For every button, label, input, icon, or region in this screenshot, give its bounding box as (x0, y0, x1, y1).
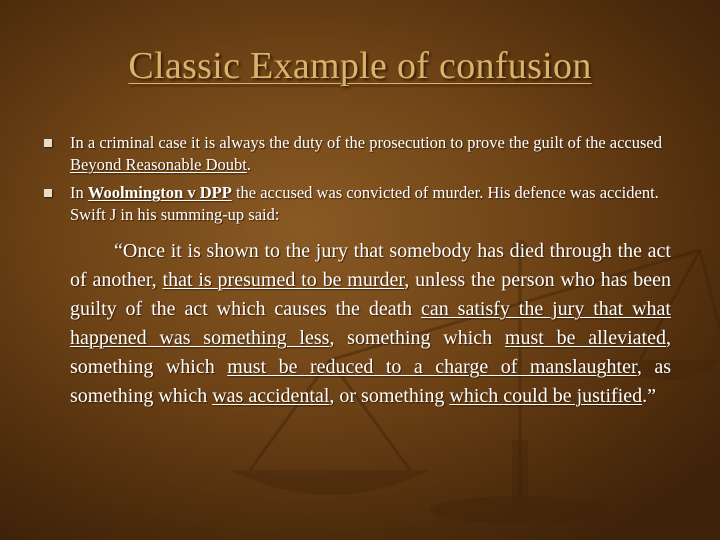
bullet-item (44, 132, 674, 176)
beyond-reasonable-doubt: Beyond Reasonable Doubt (70, 155, 247, 174)
slide-title: Classic Example of confusion (128, 45, 592, 87)
summing-up-quote (70, 237, 671, 411)
quote-text: , something which (329, 327, 505, 349)
case-name: Woolmington v DPP (87, 183, 232, 202)
quote-underlined: must be alleviated (504, 327, 666, 349)
bullet-list (44, 132, 674, 232)
bullet-item (44, 182, 674, 226)
quote-text: , or something (329, 385, 450, 407)
bullet-text-woolmington (70, 183, 659, 224)
quote-text: , something which (70, 327, 671, 378)
quote-text: , as something which (70, 356, 671, 407)
square-bullet-icon (44, 189, 52, 197)
quote-text: .” (642, 385, 657, 407)
bullet-text: . (246, 155, 252, 174)
quote-underlined: can satisfy the jury that what happened was something less (70, 298, 671, 349)
quote-underlined: that is presumed to be murder (162, 269, 405, 291)
bullet-text: In a criminal case it is always the duty of the prosecution to prove the guilt of the accused (70, 133, 662, 152)
quote-text: , unless the person who has been guilty of the act which causes the death (70, 269, 671, 320)
bullet-text: the accused was convicted of murder. His defence was accident. Swift J in his summing-up said: (70, 183, 659, 224)
quote-underlined: was accidental (212, 385, 330, 407)
square-bullet-icon (44, 139, 52, 147)
quote-text: “Once it is shown to the jury that somebody has died through the act of another, (70, 240, 671, 291)
quote-underlined: must be reduced to a charge of manslaughter (227, 356, 637, 378)
bullet-text: In (70, 183, 88, 202)
bullet-text-prosecution-duty (70, 133, 662, 174)
quote-underlined: which could be justified (449, 385, 643, 407)
